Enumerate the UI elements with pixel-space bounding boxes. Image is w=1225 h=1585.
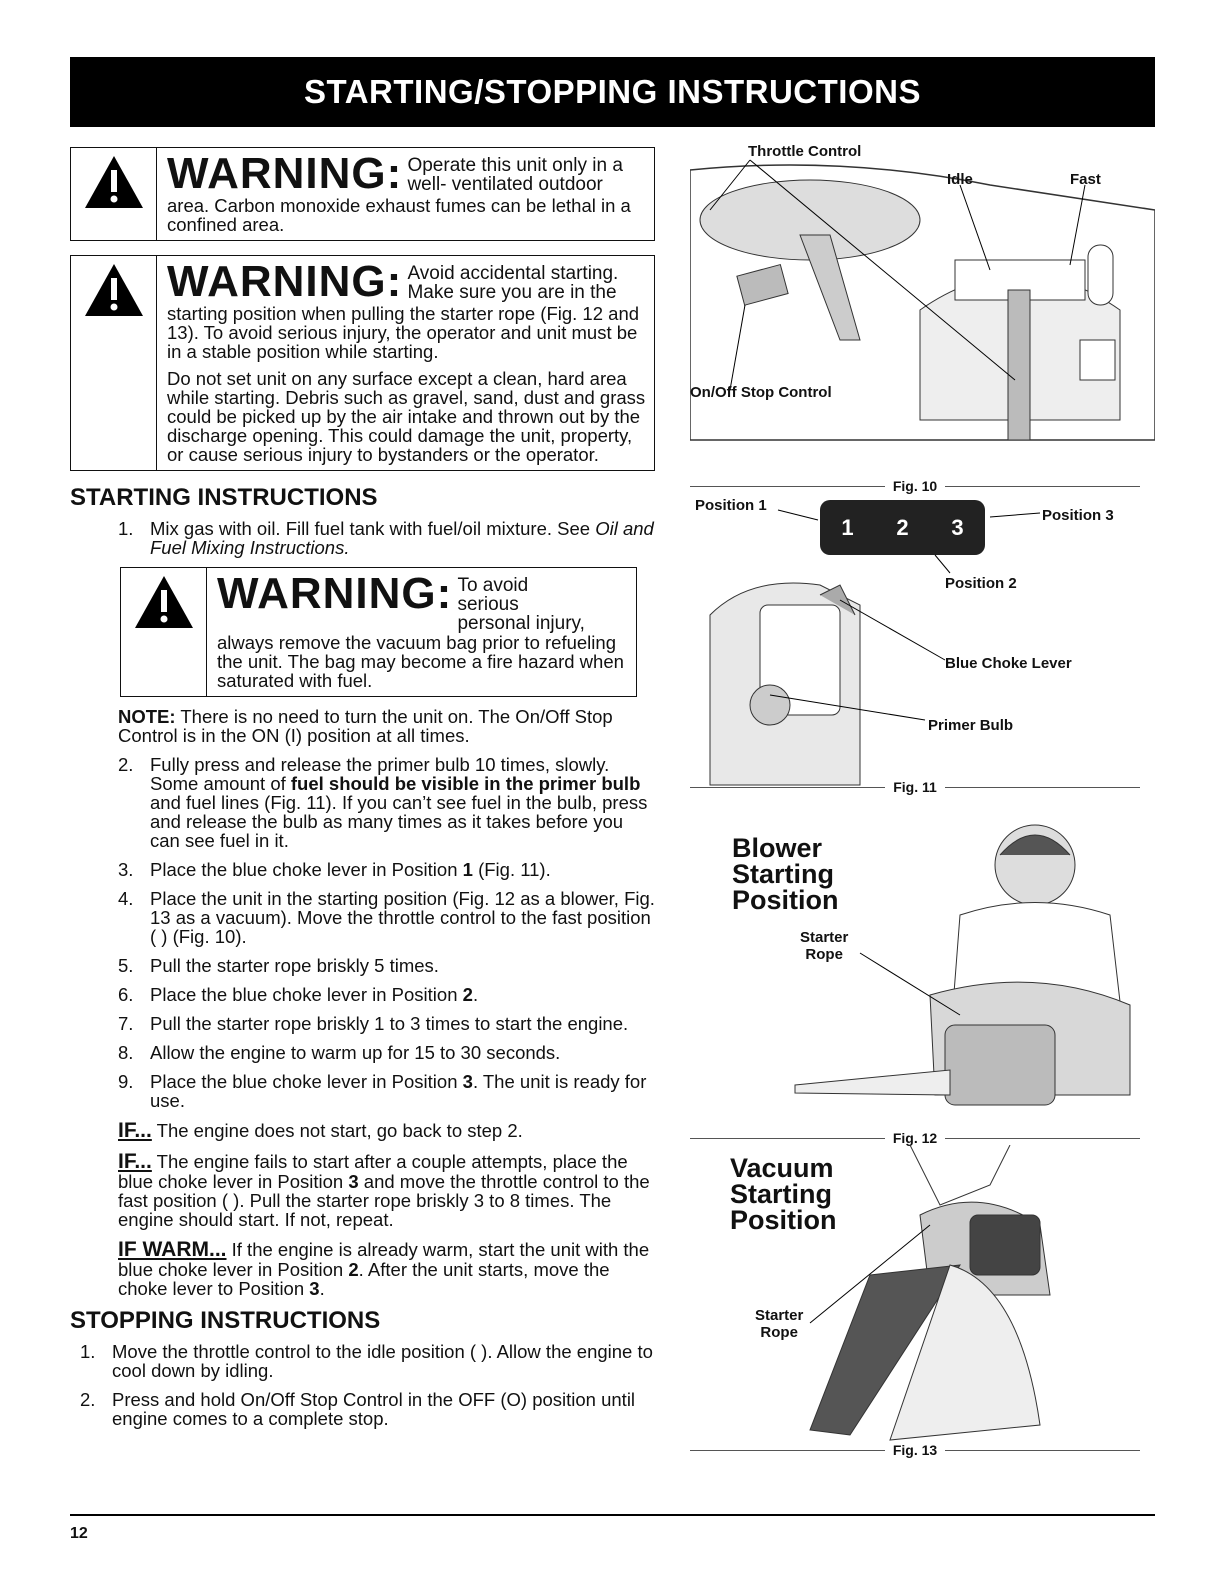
warning-triangle-icon (71, 256, 157, 470)
figure-11 (690, 495, 1155, 815)
label-throttle-control: Throttle Control (748, 143, 862, 160)
figure-caption (690, 779, 1140, 795)
step-emphasis: 2 (462, 984, 473, 1005)
step-text: Allow the engine to warm up for 15 to 30 seconds. (150, 1042, 561, 1063)
if-text: The engine does not start, go back to step 2. (156, 1120, 523, 1141)
stopping-steps (70, 1342, 655, 1428)
if-item (118, 1120, 655, 1141)
step-text: Move the throttle control to the idle position ( ). Allow the engine to cool down by idling. (112, 1341, 653, 1381)
if-emphasis: 3 (348, 1171, 359, 1192)
figure-12 (690, 815, 1155, 1145)
figures-column (690, 140, 1155, 1465)
warning-triangle-icon (71, 148, 157, 240)
step-text: and fuel lines (Fig. 11). If you can’t see fuel in the bulb, press and release the bulb as many times as it takes before you can see fuel in it. (150, 792, 648, 851)
step-number: 2. (80, 1389, 96, 1410)
step-item (70, 889, 655, 946)
step-text: Place the blue choke lever in Position (150, 1071, 463, 1092)
step-number: 8. (118, 1042, 134, 1063)
step-item (70, 1342, 655, 1380)
starting-steps (70, 519, 655, 557)
step-text: Pull the starter rope briskly 5 times. (150, 955, 439, 976)
step-number: 7. (118, 1013, 134, 1034)
label-primer-bulb: Primer Bulb (928, 717, 1014, 734)
step-item (70, 956, 655, 975)
rope-label-line: Rope (805, 946, 843, 963)
label-position-2: Position 2 (945, 575, 1017, 592)
warning-lead: To avoid serious personal injury, (457, 575, 585, 634)
warning-lead: Operate this unit only in a well- ventilated outdoor (407, 155, 623, 195)
starting-instructions-heading: STARTING INSTRUCTIONS (70, 484, 378, 511)
caption-text: Fig. 11 (893, 779, 937, 795)
position-glyph-3: 3 (951, 514, 964, 540)
label-fast: Fast (1070, 171, 1101, 188)
title-line: Position (730, 1205, 837, 1235)
starting-steps-continued (70, 755, 655, 1110)
if-keyword: IF WARM... (118, 1238, 227, 1261)
title-line: Blower (732, 833, 823, 863)
figure-10 (690, 140, 1155, 495)
step-item (70, 1043, 655, 1062)
if-text: . (319, 1278, 325, 1299)
title-line: Starting (732, 859, 835, 889)
step-text: Press and hold On/Off Stop Control in the OFF (O) position until engine comes to a complete stop. (112, 1389, 636, 1429)
if-keyword: IF... (118, 1150, 152, 1173)
label-blue-choke-lever: Blue Choke Lever (945, 655, 1072, 672)
if-keyword: IF... (118, 1119, 152, 1142)
caption-text: Fig. 13 (892, 1442, 938, 1458)
warning-lead: Avoid accidental starting. Make sure you are in the (407, 263, 619, 303)
label-on-off-stop-control: On/Off Stop Control (690, 384, 832, 401)
step-number: 4. (118, 888, 134, 909)
title-line: Starting (730, 1179, 833, 1209)
position-glyph-1: 1 (841, 514, 854, 540)
warning-heading: WARNING: (217, 569, 453, 618)
warning-box-accidental-start (70, 255, 655, 471)
step-emphasis: 3 (462, 1071, 473, 1092)
note-label: NOTE: (118, 706, 176, 727)
step-text: (Fig. 11). (472, 859, 551, 880)
step-item (70, 860, 655, 879)
rope-label-line: Starter (755, 1307, 804, 1324)
step-number: 3. (118, 859, 134, 880)
warning-body-2: Do not set unit on any surface except a clean, hard area while starting. Debris such as gravel, sand, dust and grass could be picked up by the air intake and thrown out by the discharge opening. This could damage the unit, property, or cause serious injury to bystanders or the operator. (167, 368, 646, 465)
if-text: . After the unit starts, move the choke lever to Position (118, 1259, 610, 1299)
step-number: 1. (118, 518, 134, 539)
step-item (70, 519, 655, 557)
if-emphasis: 2 (348, 1259, 359, 1280)
warning-triangle-icon (121, 568, 207, 696)
step-item (70, 985, 655, 1004)
step-item (70, 1390, 655, 1428)
position-glyph-2: 2 (896, 514, 909, 540)
step-number: 5. (118, 955, 134, 976)
label-position-3: Position 3 (1042, 507, 1114, 524)
stopping-instructions-heading: STOPPING INSTRUCTIONS (70, 1307, 381, 1334)
step-number: 1. (80, 1341, 96, 1362)
vacuum-operator-illustration (690, 1145, 1155, 1455)
note-text: There is no need to turn the unit on. The On/Off Stop Control is in the ON (I) position at all times. (118, 706, 613, 746)
if-item (118, 1151, 655, 1229)
warning-box-vacuum-bag (120, 567, 637, 697)
footer-rule (70, 1514, 1155, 1516)
step-text: . (472, 984, 479, 1005)
step-item (70, 755, 655, 850)
warning-heading: WARNING: (167, 257, 403, 306)
choke-primer-illustration (690, 495, 1155, 795)
step-emphasis: 1 (462, 859, 473, 880)
figure-13 (690, 1145, 1155, 1465)
caption-text: Fig. 12 (892, 1130, 938, 1146)
step-number: 2. (118, 754, 134, 775)
step-text: Place the unit in the starting position (Fig. 12 as a blower, Fig. 13 as a vacuum). Move the throttle control to the fast position ( ) (Fig. 10). (150, 888, 655, 947)
step-reference: Oil and Fuel Mixing Instructions. (150, 518, 654, 558)
left-column (70, 147, 655, 1438)
page-banner: STARTING/STOPPING INSTRUCTIONS (70, 57, 1155, 127)
step-text: Place the blue choke lever in Position (150, 984, 463, 1005)
figure-caption (690, 1130, 1140, 1146)
rope-label-line: Starter (800, 929, 849, 946)
step-text: Mix gas with oil. Fill fuel tank with fuel/oil mixture. See (150, 518, 591, 539)
warning-body: starting position when pulling the starter rope (Fig. 12 and 13). To avoid serious injury, the operator and unit must be in a stable position while starting. (167, 303, 640, 362)
warning-body: always remove the vacuum bag prior to refueling the unit. The bag may become a fire hazard when saturated with fuel. (217, 632, 624, 691)
warning-heading: WARNING: (167, 149, 403, 198)
title-line: Vacuum (730, 1153, 834, 1183)
step-number: 6. (118, 984, 134, 1005)
step-text: Pull the starter rope briskly 1 to 3 times to start the engine. (150, 1013, 629, 1034)
if-emphasis: 3 (309, 1278, 320, 1299)
blower-operator-illustration (690, 815, 1155, 1135)
if-text: If the engine is already warm, start the unit with the blue choke lever in Position (118, 1239, 650, 1280)
page-number: 12 (70, 1525, 88, 1542)
figure-caption (690, 478, 1140, 494)
step-emphasis: fuel should be visible in the primer bulb (290, 773, 641, 794)
step-item (70, 1072, 655, 1110)
if-conditions (118, 1120, 655, 1298)
caption-text: Fig. 10 (892, 478, 938, 494)
if-text: and move the throttle control to the fast position ( ). Pull the starter rope briskly 3 to 8 times. The engine should start. If not, repeat. (118, 1171, 650, 1230)
step-text: Fully press and release the primer bulb 10 times, slowly. Some amount of (150, 754, 610, 794)
label-position-1: Position 1 (695, 497, 767, 514)
throttle-illustration (690, 140, 1155, 460)
step-text: Place the blue choke lever in Position (150, 859, 463, 880)
warning-box-ventilation (70, 147, 655, 241)
if-item (118, 1239, 655, 1298)
title-line: Position (732, 885, 839, 915)
step-text: . The unit is ready for use. (150, 1071, 647, 1111)
step-item (70, 1014, 655, 1033)
label-idle: Idle (947, 171, 973, 188)
rope-label-line: Rope (760, 1324, 798, 1341)
warning-body: area. Carbon monoxide exhaust fumes can be lethal in a confined area. (167, 195, 631, 235)
note (118, 707, 655, 745)
figure-caption (690, 1442, 1140, 1458)
if-text: The engine fails to start after a couple attempts, place the blue choke lever in Position (118, 1151, 628, 1192)
step-number: 9. (118, 1071, 134, 1092)
